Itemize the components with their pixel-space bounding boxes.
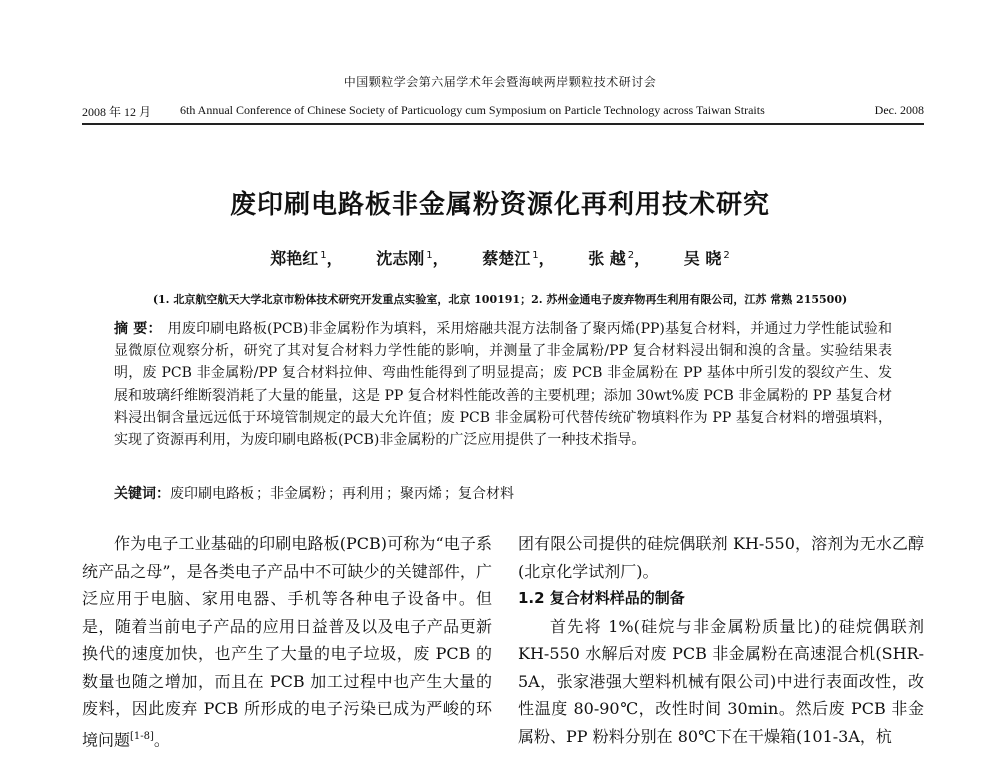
preparation-paragraph: 首先将 1%(硅烷与非金属粉质量比)的硅烷偶联剂 KH-550 水解后对废 PCB 非金属粉在高速混合机(SHR-5A，张家港强大塑料机械有限公司)中进行表面改性，改性温度 80-90℃，改性时间 30min。然后废 PCB 非金属粉、PP 粉料分别在 80℃下在干燥箱(101-3A，杭 <box>518 616 924 746</box>
header-rule <box>82 123 924 125</box>
section-heading: 1.2 复合材料样品的制备 <box>518 589 685 607</box>
keyword: 非金属粉 <box>270 486 326 502</box>
author: 沈志刚 $^1$， <box>376 249 449 268</box>
keyword: 再利用 <box>342 486 384 502</box>
abstract-text: 用废印刷电路板(PCB)非金属粉作为填料，采用熔融共混方法制备了聚丙烯(PP)基复合材料，并通过力学性能试验和显微原位观察分析，研究了其对复合材料力学性能的影响，并测量了非金属粉/PP 复合材料浸出铜和溴的含量。实验结果表明，废 PCB 非金属粉/PP 复合材料拉伸、弯曲性能得到了明显提高；废 PCB 非金属粉在 PP 基体中所引发的裂纹产生、发展和玻璃纤维断裂消耗了大量的能量，这是 PP 复合材料性能改善的主要机理；添加 30wt%废 PCB 非金属粉的 PP 基复合材料浸出铜含量远远低于环境管制规定的最大允许值；废 PCB 非金属粉可代替传统矿物填料作为 PP 基复合材料的增强填料，实现了资源再利用，为废印刷电路板(PCB)非金属粉的广泛应用提供了一种技术指导。 <box>114 321 893 449</box>
header-conference-en: 6th Annual Conference of Chinese Society of Particuology cum Symposium on Particle Technology across Taiwan Straits <box>180 103 765 117</box>
abstract <box>114 318 892 451</box>
header-date-left: 2008 年 12 月 <box>82 105 152 119</box>
keyword: 复合材料 <box>458 486 514 502</box>
body-column-right <box>518 530 924 750</box>
keyword: 废印刷电路板 <box>170 486 254 502</box>
materials-paragraph-end: 团有限公司提供的硅烷偶联剂 KH-550，溶剂为无水乙醇(北京化学试剂厂)。 <box>518 534 924 581</box>
abstract-label: 摘 要： <box>114 321 162 337</box>
author-list <box>0 246 1000 269</box>
body-column-left <box>82 530 492 753</box>
author: 郑艳红 $^1$， <box>270 249 343 268</box>
keyword: 聚丙烯 <box>400 486 442 502</box>
affiliation: (1. 北京航空航天大学北京市粉体技术研究开发重点实验室，北京 100191；2. 苏州金通电子废弃物再生利用有限公司，江苏 常熟 215500) <box>152 293 848 306</box>
intro-paragraph: 作为电子工业基础的印刷电路板(PCB)可称为“电子系统产品之母”，是各类电子产品中不可缺少的关键部件，广泛应用于电脑、家用电器、手机等各种电子设备中。但是，随着当前电子产品的应用日益普及以及电子产品更新换代的速度加快，也产生了大量的电子垃圾，废 PCB 的数量也随之增加，而且在 PCB 加工过程中也产生大量的废料，因此废弃 PCB 所形成的电子污染已成为严峻的环境问题[1-8]。 <box>82 534 492 749</box>
author: 张 越 $^2$， <box>588 249 651 268</box>
header-date-right: Dec. 2008 <box>874 103 924 117</box>
author: 蔡楚江 $^1$， <box>482 249 555 268</box>
conference-title-cn: 中国颗粒学会第六届学术年会暨海峡两岸颗粒技术研讨会 <box>343 75 657 89</box>
keywords-label: 关键词： <box>114 486 170 502</box>
author: 吴 晓 $^2$ <box>683 249 730 268</box>
keywords: 关键词：废印刷电路板 ；非金属粉 ；再利用 ；聚丙烯 ；复合材料 <box>114 486 514 502</box>
citation: [1-8] <box>130 730 154 742</box>
paper-title: 废印刷电路板非金属粉资源化再利用技术研究 <box>229 190 770 220</box>
